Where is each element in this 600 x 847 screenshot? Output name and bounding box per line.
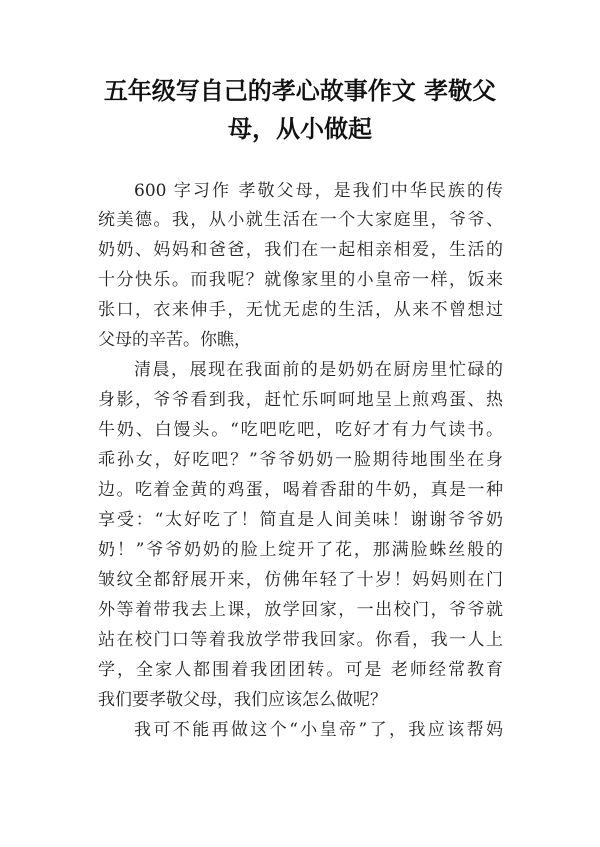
paragraph-1-line-3: 奶奶、妈妈和爸爸，我们在一起相亲相爱，生活的: [98, 240, 503, 260]
paragraph-2-line-6: 享受：“太好吃了！简直是人间美味！谢谢爷爷奶: [98, 510, 503, 530]
paragraph-1-line-1: 600 字习作 孝敬父母，是我们中华民族的传: [134, 181, 503, 201]
paragraph-2-line-3: 牛奶、白馒头。“吃吧吃吧，吃好才有力气读书。: [98, 420, 503, 440]
document-title-line-2: 母，从小做起: [228, 115, 372, 143]
paragraph-2-line-9: 外等着带我去上课，放学回家，一出校门，爷爷就: [98, 600, 503, 620]
paragraph-2-line-5: 边。吃着金黄的鸡蛋，喝着香甜的牛奶，真是一种: [98, 480, 503, 500]
paragraph-1-line-4: 十分快乐。而我呢？就像家里的小皇帝一样，饭来: [98, 270, 503, 290]
paragraph-2-line-10: 站在校门口等着我放学带我回家。你看，我一人上: [98, 630, 503, 650]
paragraph-2-line-1: 清晨，展现在我面前的是奶奶在厨房里忙碌的: [134, 360, 503, 380]
paragraph-2-line-7: 奶！”爷爷奶奶的脸上绽开了花，那满脸蛛丝般的: [98, 540, 503, 560]
paragraph-2-line-8: 皱纹全都舒展开来，仿佛年轻了十岁！妈妈则在门: [98, 570, 503, 590]
paragraph-2-line-11: 学，全家人都围着我团团转。可是 老师经常教育: [98, 660, 503, 680]
paragraph-2-line-2: 身影，爷爷看到我，赶忙乐呵呵地呈上煎鸡蛋、热: [98, 390, 503, 410]
paragraph-1-line-6: 父母的辛苦。你瞧，: [98, 330, 251, 350]
paragraph-1-line-5: 张口，衣来伸手，无忧无虑的生活，从来不曾想过: [98, 300, 503, 320]
paragraph-2-line-12: 我们要孝敬父母，我们应该怎么做呢？: [98, 690, 387, 710]
paragraph-3-line-1: 我可不能再做这个“小皇帝”了，我应该帮妈: [134, 720, 503, 740]
paragraph-1-line-2: 统美德。我，从小就生活在一个大家庭里，爷爷、: [98, 210, 503, 230]
document-title-line-1: 五年级写自己的孝心故事作文 孝敬父: [103, 77, 497, 105]
paragraph-2-line-4: 乖孙女，好吃吧？”爷爷奶奶一脸期待地围坐在身: [98, 450, 503, 470]
